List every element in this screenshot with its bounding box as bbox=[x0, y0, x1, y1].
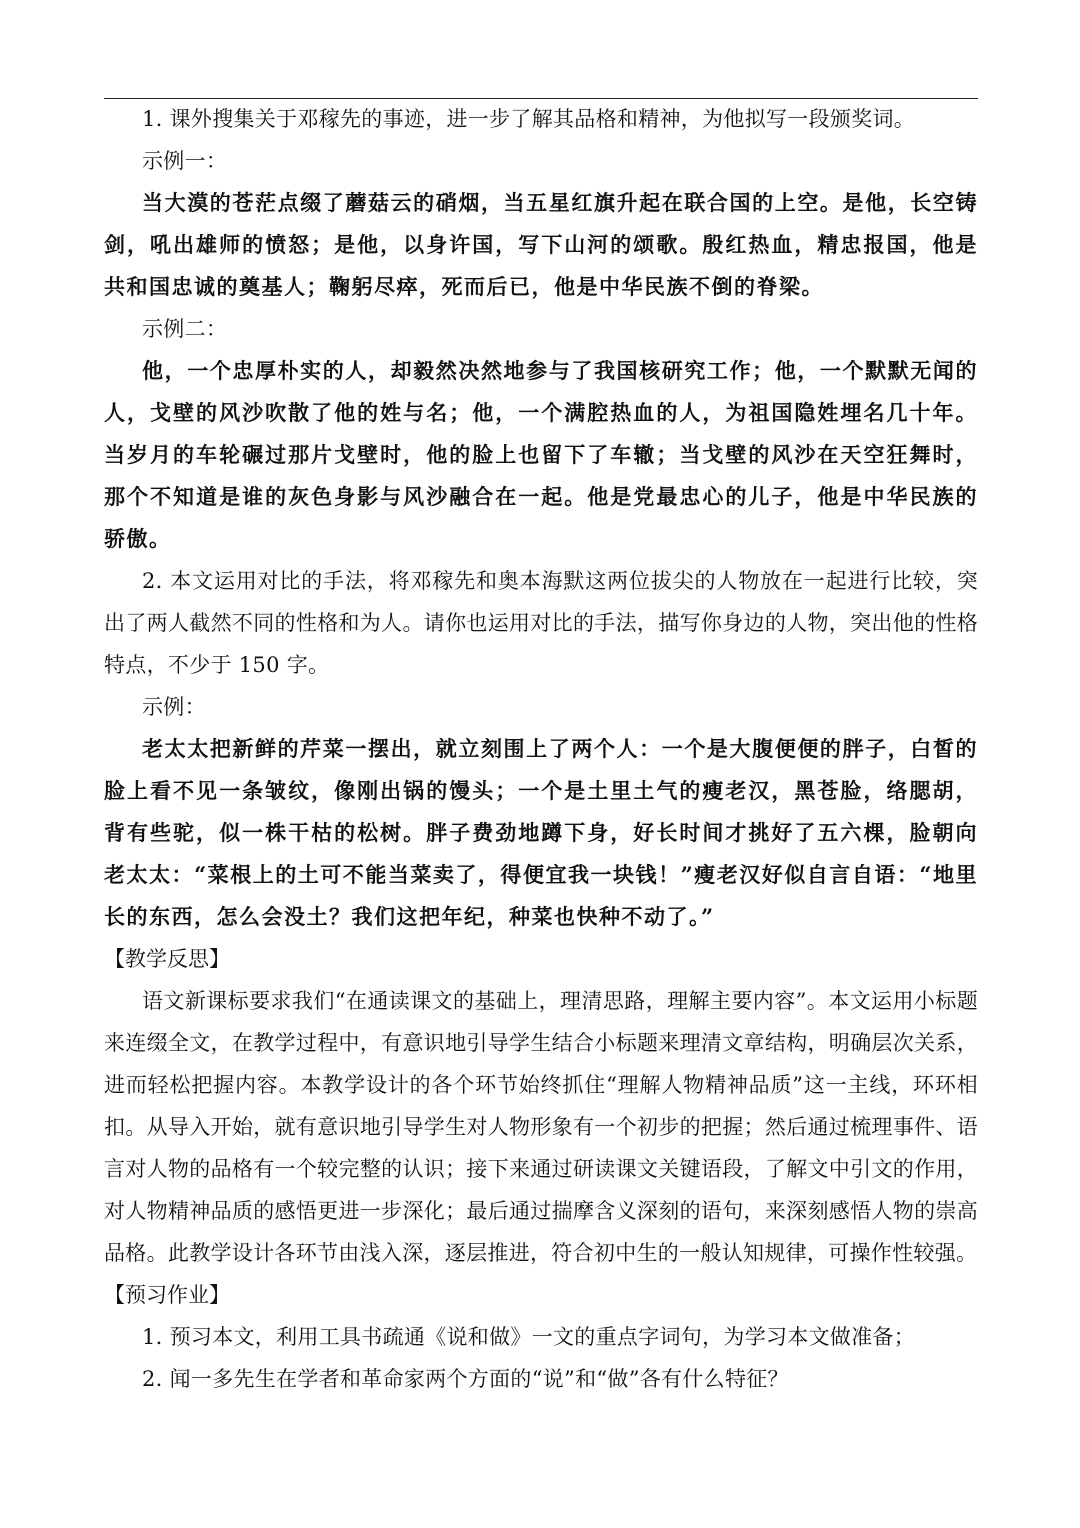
example-text: 老太太把新鲜的芹菜一摆出，就立刻围上了两个人：一个是大腹便便的胖子，白皙的脸上看不见一条皱纹，像刚出锅的馒头；一个是土里土气的瘦老汉，黑苍脸，络腮胡，背有些驼，似一株干枯的松树。胖子费劲地蹲下身，好长时间才挑好了五六棵，脸朝向老太太：“菜根上的土可不能当菜卖了，得便宜我一块钱！”瘦老汉好似自言自语：“地里长的东西，怎么会没土？我们这把年纪，种菜也快种不动了。” bbox=[104, 736, 978, 929]
document-body bbox=[104, 98, 978, 1400]
preview-heading: 【预习作业】 bbox=[104, 1283, 230, 1307]
question-1: 1. 课外搜集关于邓稼先的事迹，进一步了解其品格和精神，为他拟写一段颁奖词。 bbox=[142, 107, 916, 131]
example-2-text: 他，一个忠厚朴实的人，却毅然决然地参与了我国核研究工作；他，一个默默无闻的人，戈壁的风沙吹散了他的姓与名；他，一个满腔热血的人，为祖国隐姓埋名几十年。当岁月的车轮碾过那片戈壁时，他的脸上也留下了车辙；当戈壁的风沙在天空狂舞时，那个不知道是谁的灰色身影与风沙融合在一起。他是党最忠心的儿子，他是中华民族的骄傲。 bbox=[104, 358, 978, 551]
question-2: 2. 本文运用对比的手法，将邓稼先和奥本海默这两位拔尖的人物放在一起进行比较，突出了两人截然不同的性格和为人。请你也运用对比的手法，描写你身边的人物，突出他的性格特点，不少于 150 字。 bbox=[104, 569, 978, 677]
example-1-text: 当大漠的苍茫点缀了蘑菇云的硝烟，当五星红旗升起在联合国的上空。是他，长空铸剑，吼出雄师的愤怒；是他，以身许国，写下山河的颂歌。殷红热血，精忠报国，他是共和国忠诚的奠基人；鞠躬尽瘁，死而后已，他是中华民族不倒的脊梁。 bbox=[104, 190, 978, 299]
example-2-label: 示例二： bbox=[142, 317, 228, 341]
example-label: 示例： bbox=[142, 695, 206, 719]
reflection-text: 语文新课标要求我们“在通读课文的基础上，理清思路，理解主要内容”。本文运用小标题来连缀全文，在教学过程中，有意识地引导学生结合小标题来理清文章结构，明确层次关系，进而轻松把握内容。本教学设计的各个环节始终抓住“理解人物精神品质”这一主线，环环相扣。从导入开始，就有意识地引导学生对人物形象有一个初步的把握；然后通过梳理事件、语言对人物的品格有一个较完整的认识；接下来通过研读课文关键语段，了解文中引文的作用，对人物精神品质的感悟更进一步深化；最后通过揣摩含义深刻的语句，来深刻感悟人物的崇高品格。此教学设计各环节由浅入深，逐层推进，符合初中生的一般认知规律，可操作性较强。 bbox=[104, 989, 978, 1265]
preview-item-1: 1. 预习本文，利用工具书疏通《说和做》一文的重点字词句，为学习本文做准备； bbox=[142, 1325, 916, 1349]
reflection-heading: 【教学反思】 bbox=[104, 947, 230, 971]
preview-item-2: 2. 闻一多先生在学者和革命家两个方面的“说”和“做”各有什么特征？ bbox=[142, 1367, 789, 1391]
example-1-label: 示例一： bbox=[142, 149, 228, 173]
